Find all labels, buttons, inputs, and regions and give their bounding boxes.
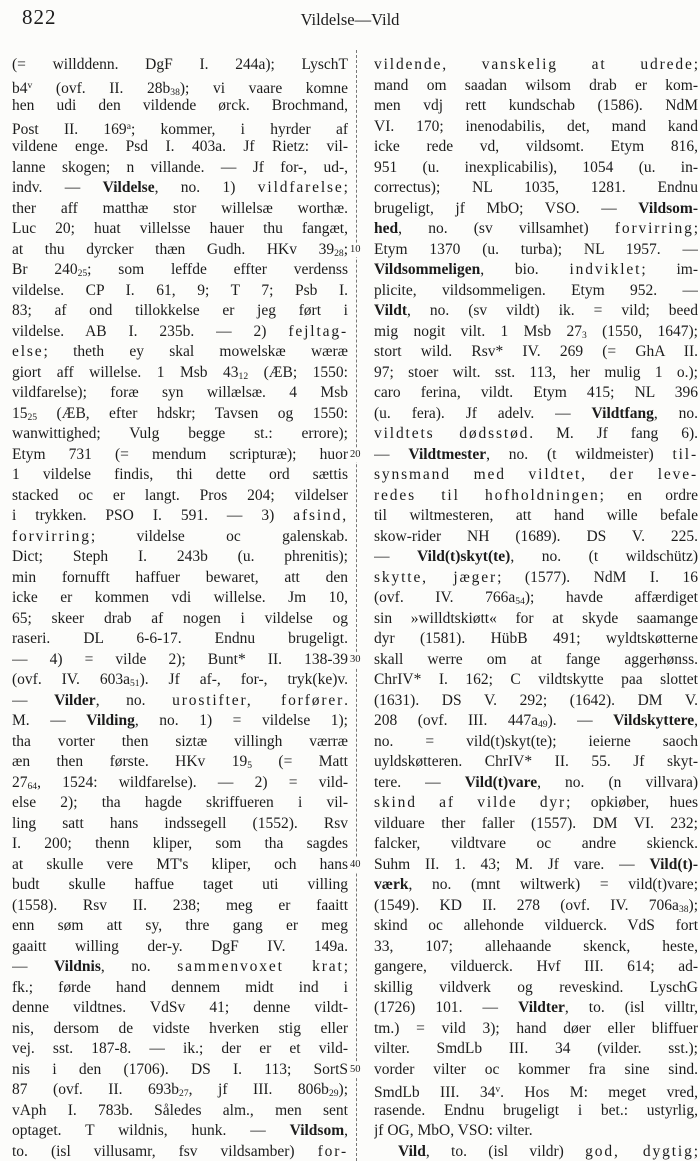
- text-line: mand om saadan wilsom drab er kom-: [374, 76, 698, 94]
- text-line: stort wild. Rsv* IV. 269 (= GhA II.: [374, 343, 698, 360]
- text-line: lanne skogen; n villande. — Jf for-, ud-,: [12, 158, 348, 176]
- text-line: caro ferina, vildt. Etym 415; NL 396: [374, 384, 698, 401]
- text-line: til wiltmesteren, att hand wille befale: [374, 507, 698, 524]
- text-line: b4$^v$ (ovf. II. 28b38); vi vaare komne: [12, 79, 348, 96]
- text-line: Etym 731 (= mendum scripturæ); huor: [12, 445, 348, 463]
- text-line: vildene enge. Psd I. 403a. Jf Rietz: vil-: [12, 138, 348, 155]
- text-line: Vildt, no. (sv vildt) ik. = vild; beed: [374, 302, 698, 319]
- text-line: optaget. T wildnis, hunk. — Vildsom,: [12, 1122, 348, 1139]
- text-line: stacked oc er langt. Pros 204; vildelser: [12, 486, 348, 504]
- text-line: ther aff matthæ stor willelsæ worthæ.: [12, 199, 348, 217]
- text-line: (= willddenn. DgF I. 244a); LyschT: [12, 56, 348, 73]
- text-line: indv. — Vildelse, no. 1) vildfarelse;: [12, 179, 348, 196]
- text-line: fk.; førde hand dennem midt ind i: [12, 978, 348, 996]
- text-line: (1726) 101. — Vildter, to. (isl villtr,: [374, 999, 698, 1016]
- line-number-marker: 20: [349, 448, 371, 462]
- text-line: plicite, vildsommeligen. Etym 952. —: [374, 281, 698, 299]
- text-line: falcker, vildtvare oc andre skienck.: [374, 835, 698, 852]
- page-number: 822: [22, 5, 57, 29]
- text-line: raseri. DL 6-6-17. Endnu brugeligt.: [12, 630, 348, 647]
- text-line: vej. sst. 187-8. — ik.; der er et vild-: [12, 1040, 348, 1057]
- text-line: hed, no. (sv villsamhet) forvirring;: [374, 220, 698, 237]
- text-line: Luc 20; huat villelsse hauer thu fangæt,: [12, 220, 348, 237]
- text-line: vorder vilter oc kommer fra sine sind.: [374, 1060, 698, 1078]
- text-line: denne vildtnes. VdSv 41; denne vildt-: [12, 999, 348, 1016]
- text-line: tm.) = vild 3); hand døer eller bliffuer: [374, 1019, 698, 1037]
- text-line: Etym 1370 (u. turba); NL 1957. —: [374, 240, 698, 258]
- left-column: [12, 55, 348, 1161]
- text-line: vildfarelse); foræ syn willælsæ. 4 Msb: [12, 384, 348, 401]
- text-line: Vild, to. (isl vildr) god, dygtig;: [398, 1142, 698, 1160]
- text-line: brugeligt, jf MbO; VSO. — Vildsom-: [374, 199, 698, 217]
- text-line: — 4) = vilde 2); Bunt* II. 138-39: [12, 650, 348, 668]
- text-line: jf OG, MbO, VSO: vilter.: [374, 1122, 533, 1139]
- text-line: budt skulle haffue taget uti villing: [12, 876, 348, 893]
- text-line: (ovf. IV. 766a54); havde affærdiget: [374, 589, 698, 608]
- text-line: vAph I. 783b. Således alm., men sent: [12, 1101, 348, 1119]
- running-title: Vildelse—Vild: [300, 10, 400, 29]
- text-line: VI. 170; inenodabilis, det, mand kand: [374, 117, 698, 135]
- text-line: Br 24025; som leffde effter verdenss: [12, 261, 348, 280]
- text-line: icke rede vd, vildsomt. Etym 816,: [374, 138, 698, 155]
- text-line: 33, 107; allehaande skenck, heste,: [374, 937, 698, 955]
- text-line: rasende. Endnu brugeligt i bet.: ustyrlig,: [374, 1101, 698, 1119]
- text-line: (1631). DS V. 292; (1642). DM V.: [374, 691, 698, 709]
- text-line: nis i den (1706). DS I. 113; SortS: [12, 1060, 348, 1078]
- text-line: 208 (ovf. III. 447a49). — Vildskyttere,: [374, 712, 698, 731]
- text-line: Suhm II. 1. 43; M. Jf vare. — Vild(t)-: [374, 855, 698, 873]
- text-line: ChrIV* I. 162; C vildtskytte paa slottet: [374, 671, 698, 688]
- text-line: 83; af ond tillokkelse er jeg ført i: [12, 302, 348, 319]
- text-line: 65; skeer drab af nogen i vildelse og: [12, 609, 348, 627]
- text-line: 97; stoer wilt. sst. 113, her mulig 1 o.);: [374, 363, 698, 381]
- text-line: i trykken. PSO I. 591. — 3) afsind,: [12, 507, 348, 524]
- text-line: enn søm att sy, thre gang er meg: [12, 917, 348, 934]
- text-line: værk, no. (mnt wiltwerk) = vild(t)vare;: [374, 876, 698, 893]
- text-line: skall werre om at fange aggerhønss.: [374, 650, 698, 668]
- text-line: dyr (1581). HübB 491; wyldtskøtterne: [374, 630, 698, 647]
- text-line: Post II. 169$^a$; kommer, i hyrder af: [12, 120, 348, 137]
- text-line: sin »willdtskiøtt« for at skyde saamange: [374, 609, 698, 627]
- text-line: 87 (ovf. II. 693b27, jf III. 806b29);: [12, 1081, 348, 1100]
- line-number-marker: 30: [349, 653, 371, 667]
- text-line: to. (isl villusamr, fsv vildsamber) for-: [12, 1142, 348, 1160]
- text-line: (ovf. IV. 603a51). Jf af-, for-, tryk(ke)v.: [12, 671, 348, 690]
- text-line: redes til hofholdningen; en ordre: [374, 486, 698, 504]
- text-line: gangere, vilduerck. Hvf III. 614; ad-: [374, 958, 698, 975]
- text-line: 2764, 1524: wildfarelse). — 2) = vild-: [12, 773, 348, 792]
- text-line: no. = vild(t)skyt(te); ieierne saoch: [374, 732, 698, 750]
- text-line: vilter. SmdLb III. 34 (vilder. sst.);: [374, 1040, 698, 1057]
- text-line: ling satt hans indssegell (1552). Rsv: [12, 814, 348, 832]
- text-line: skytte, jæger; (1577). NdM I. 16: [374, 568, 698, 586]
- text-line: men vdj rett kundschab (1586). NdM: [374, 97, 698, 114]
- text-line: giort aff willelse. 1 Msb 4312 (ÆB; 1550:: [12, 363, 348, 382]
- text-line: wanwittighed; Vulg begge st.: errore);: [12, 425, 348, 442]
- text-line: tha vorter then siztæ villingh værræ: [12, 732, 348, 750]
- text-line: vildtets dødsstød. M. Jf fang 6).: [374, 425, 698, 442]
- text-line: — Vilder, no. urostifter, forfører.: [12, 691, 348, 709]
- text-line: (1558). Rsv II. 238; meg er faaitt: [12, 896, 348, 914]
- text-line: Vildsommeligen, bio. indviklet; im-: [374, 261, 698, 278]
- text-line: æn then første. HKv 195 (= Matt: [12, 753, 348, 772]
- line-number-marker: 50: [349, 1063, 371, 1077]
- text-line: at thu dyrcker thæn Gudh. HKv 3928;: [12, 240, 348, 259]
- text-line: — Vild(t)skyt(te), no. (t wildschütz): [374, 548, 698, 565]
- text-line: skind af vilde dyr; opkiøber, hues: [374, 794, 698, 811]
- text-line: mig nogit vilt. 1 Msb 273 (1550, 1647);: [374, 322, 698, 341]
- text-line: vildelse. CP I. 61, 9; T 7; Psb I.: [12, 281, 348, 299]
- text-line: (u. fera). Jf adelv. — Vildtfang, no.: [374, 404, 698, 422]
- text-line: synsmand med vildtet, der leve-: [374, 466, 698, 483]
- text-line: vilduare ther faller (1557). DM VI. 232;: [374, 814, 698, 832]
- text-line: 1 vildelse findis, thi dette ord sættis: [12, 466, 348, 483]
- text-line: else; theth ey skal mowelskæ wæræ: [12, 343, 348, 360]
- text-line: skow-rider NH (1689). DS V. 225.: [374, 527, 698, 545]
- text-line: I. 200; thenn kliper, som tha sagdes: [12, 835, 348, 852]
- text-line: skillig vildverk og reveskind. LyschG: [374, 978, 698, 996]
- line-number-marker: 10: [349, 243, 371, 257]
- text-line: tere. — Vild(t)vare, no. (n villvara): [374, 773, 698, 791]
- text-line: skind oc allehonde vilduerck. VdS fort: [374, 917, 698, 934]
- text-line: 1525 (ÆB, efter hdskr; Tavsen og 1550:: [12, 404, 348, 423]
- line-number-marker: 40: [349, 858, 371, 872]
- text-line: SmdLb III. 34$^v$. Hos M: meget vred,: [374, 1083, 698, 1101]
- text-line: 951 (u. inexplicabilis), 1054 (u. in-: [374, 158, 698, 176]
- right-column: [374, 55, 698, 1161]
- text-line: vildelse. AB I. 235b. — 2) fejltag-: [12, 322, 348, 340]
- text-line: nis, dersom de vidste hverken stig eller: [12, 1019, 348, 1037]
- text-line: correctus); NL 1035, 1281. Endnu: [374, 179, 698, 196]
- text-line: icke er kommen vdi willelse. Jm 10,: [12, 589, 348, 606]
- text-line: else 2); tha hagde skriffueren i vil-: [12, 794, 348, 811]
- text-line: forvirring; vildelse oc galenskab.: [12, 527, 348, 545]
- text-line: — Vildtmester, no. (t wildmeister) til-: [374, 445, 698, 463]
- text-line: Dict; Steph I. 243b (u. phrenitis);: [12, 548, 348, 565]
- text-line: — Vildnis, no. sammenvoxet krat;: [12, 958, 348, 975]
- text-line: at skulle vere MT's kliper, och hans: [12, 855, 348, 873]
- text-line: hen udi den vildende ørck. Brochmand,: [12, 97, 348, 114]
- text-line: min fornufft haffuer bewaret, att den: [12, 568, 348, 586]
- text-line: uyldskøtteren. ChrIV* II. 55. Jf skyt-: [374, 753, 698, 770]
- column-divider: [356, 50, 357, 1161]
- text-line: gaaitt willing der-y. DgF IV. 149a.: [12, 937, 348, 955]
- text-line: (1549). KD II. 278 (ovf. IV. 706a38);: [374, 896, 698, 915]
- text-line: M. — Vilding, no. 1) = vildelse 1);: [12, 712, 348, 729]
- text-line: vildende, vanskelig at udrede;: [374, 56, 698, 73]
